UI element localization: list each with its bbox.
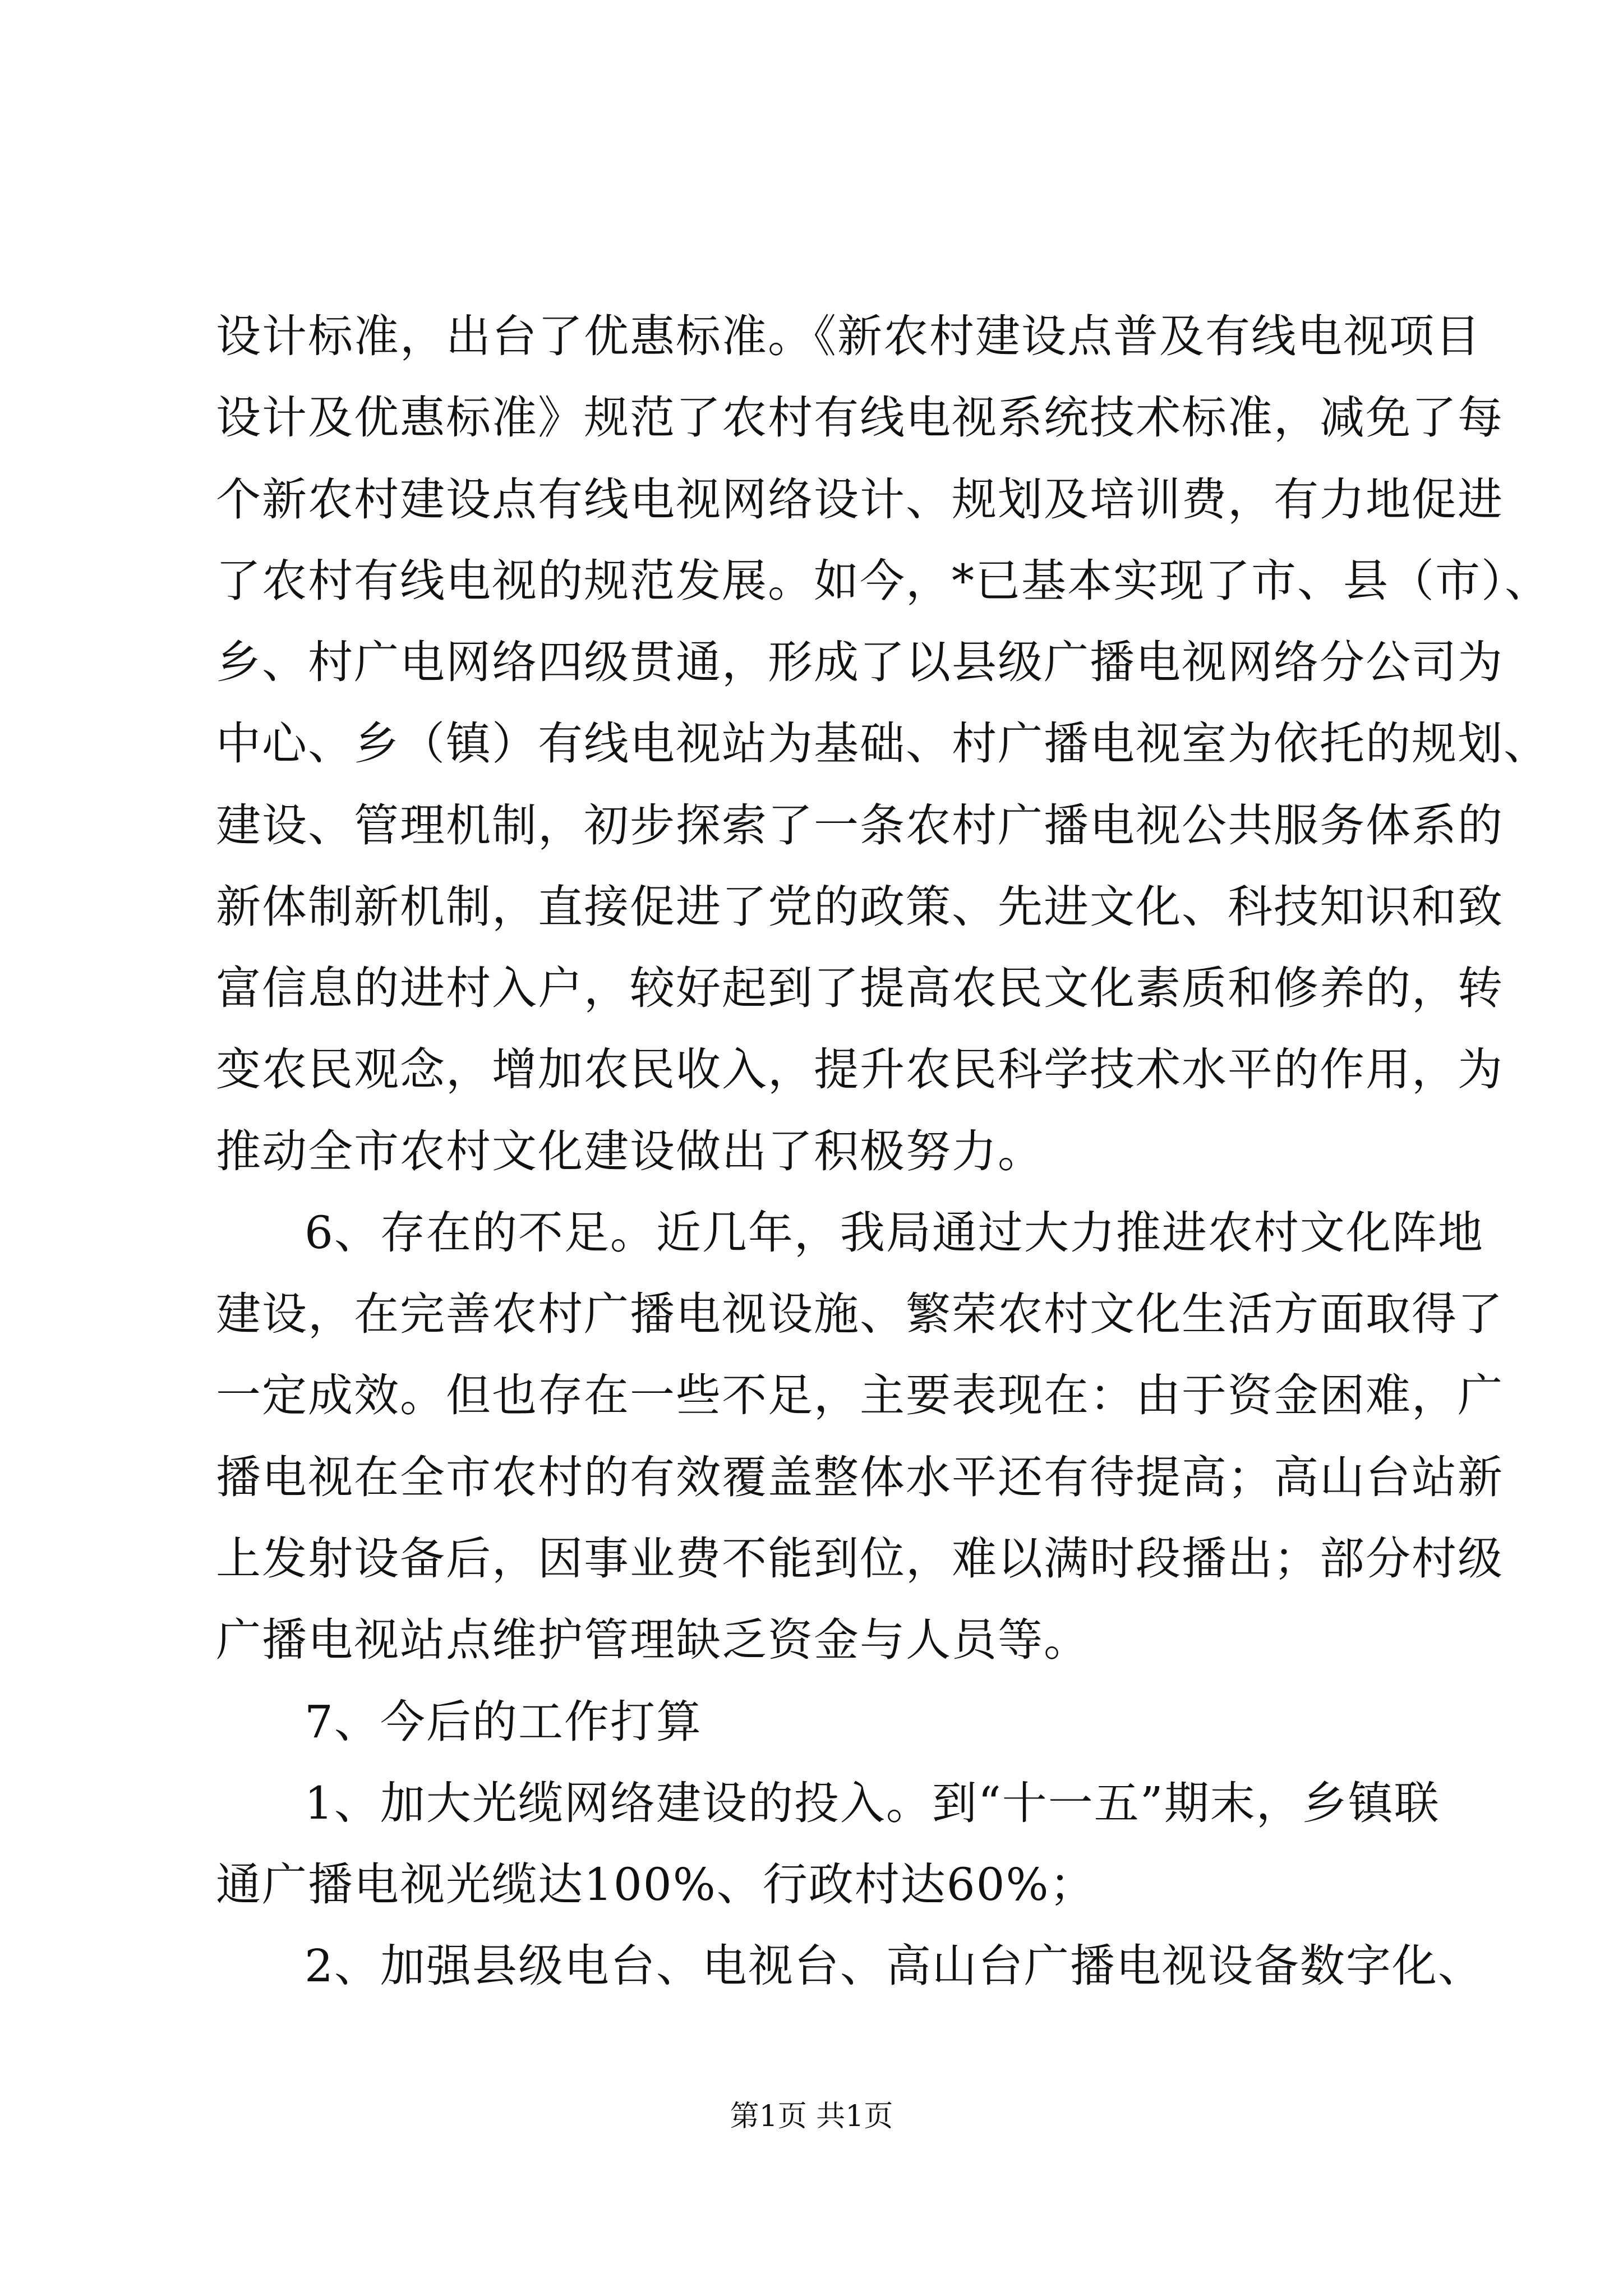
list-item-2: 2、加强县级电台、电视台、高山台广播电视设备数字化、 — [305, 1940, 1484, 1992]
text-line: 变农民观念，增加农民收入，提升农民科学技术水平的作用，为 — [216, 1043, 1504, 1096]
text-line: 建设、管理机制，初步探索了一条农村广播电视公共服务体系的 — [216, 799, 1504, 852]
page-footer: 第1页 共1页 — [730, 2100, 893, 2133]
text-line: 乡、村广电网络四级贯通，形成了以县级广播电视网络分公司为 — [216, 636, 1504, 688]
text-line: 广播电视站点维护管理缺乏资金与人员等。 — [216, 1614, 1090, 1666]
paragraph-6-heading: 6、存在的不足。近几年，我局通过大力推进农村文化阵地 — [305, 1207, 1484, 1259]
text-line: 新体制新机制，直接促进了党的政策、先进文化、科技知识和致 — [216, 881, 1504, 933]
text-line: 中心、乡（镇）有线电视站为基础、村广播电视室为依托的规划、 — [216, 717, 1550, 770]
text-line: 了农村有线电视的规范发展。如今，*已基本实现了市、县（市）、 — [216, 555, 1551, 607]
text-line: 推动全市农村文化建设做出了积极努力。 — [216, 1125, 1044, 1177]
text-line: 通广播电视光缆达100%、行政村达60%； — [216, 1858, 1096, 1911]
text-line: 个新农村建设点有线电视网络设计、规划及培训费，有力地促进 — [216, 473, 1504, 526]
text-line: 一定成效。但也存在一些不足，主要表现在：由于资金困难，广 — [216, 1369, 1504, 1421]
text-line: 设计及优惠标准》规范了农村有线电视系统技术标准，减免了每 — [216, 392, 1504, 444]
text-line: 设计标准，出台了优惠标准。《新农村建设点普及有线电视项目 — [216, 310, 1481, 362]
text-line: 建设，在完善农村广播电视设施、繁荣农村文化生活方面取得了 — [216, 1288, 1504, 1340]
text-line: 富信息的进村入户，较好起到了提高农民文化素质和修养的，转 — [216, 962, 1504, 1014]
section-7-heading: 7、今后的工作打算 — [305, 1696, 702, 1748]
list-item-1: 1、加大光缆网络建设的投入。到“十一五”期末，乡镇联 — [305, 1777, 1440, 1829]
text-line: 播电视在全市农村的有效覆盖整体水平还有待提高；高山台站新 — [216, 1451, 1504, 1503]
text-line: 上发射设备后，因事业费不能到位，难以满时段播出；部分村级 — [216, 1533, 1504, 1585]
